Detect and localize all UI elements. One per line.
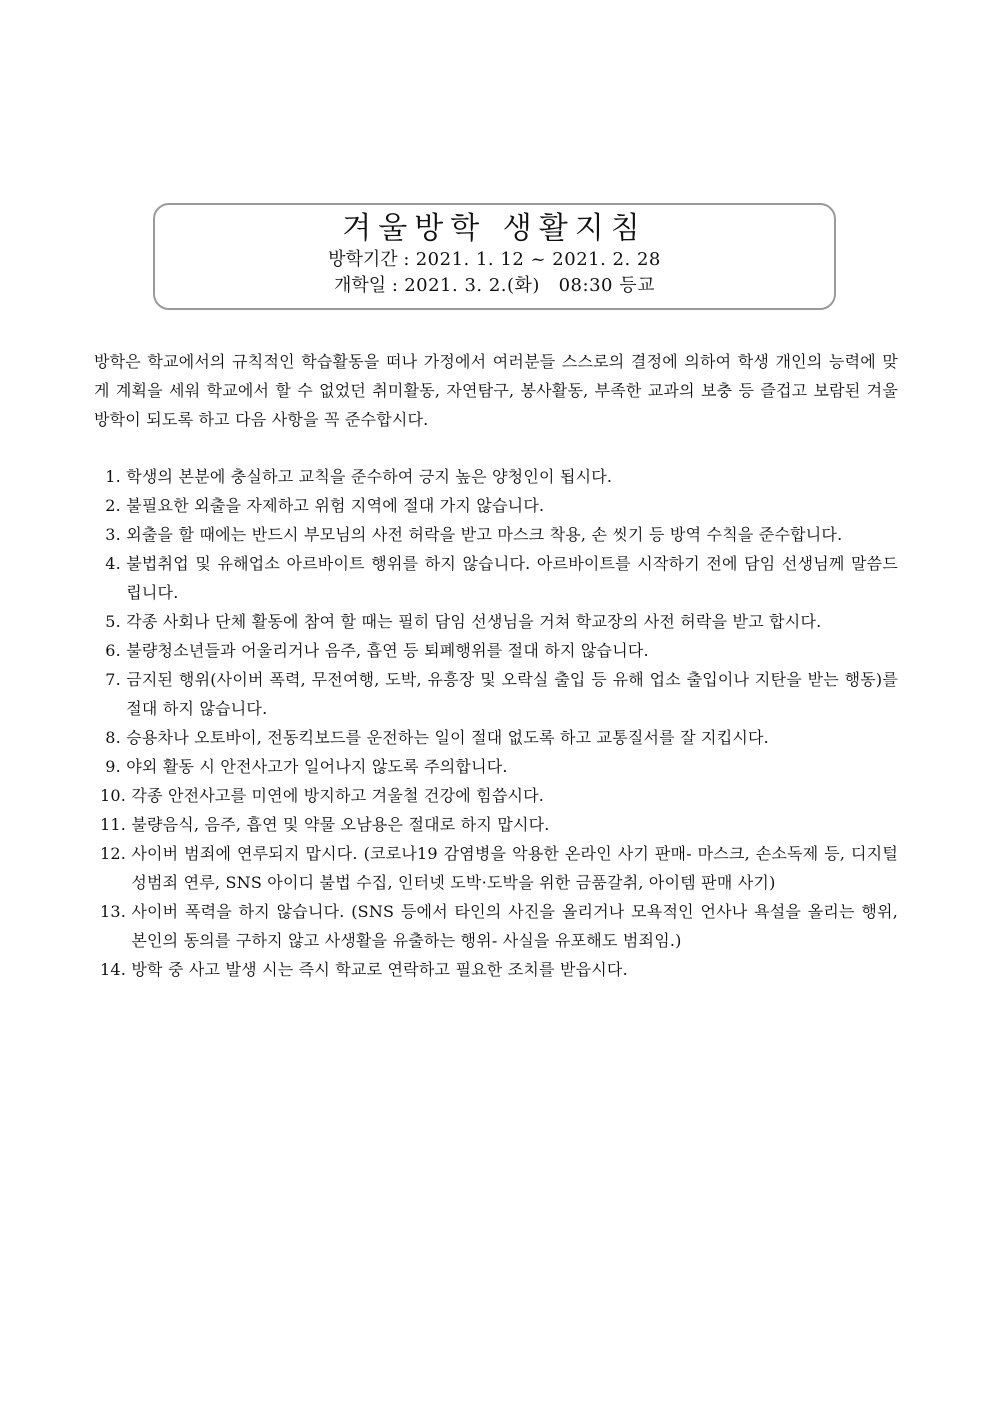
rule-item	[100, 636, 898, 665]
rule-text: 각종 안전사고를 미연에 방지하고 겨울철 건강에 힘씁시다.	[131, 786, 545, 805]
rule-item	[100, 491, 898, 520]
rule-number: 2.	[100, 496, 121, 515]
opening-day-label: 개학일 :	[334, 275, 398, 296]
rule-number: 8.	[100, 728, 121, 747]
rule-item	[100, 752, 898, 781]
rules-list	[100, 462, 898, 984]
vacation-period-value: 2021. 1. 12 ~ 2021. 2. 28	[415, 249, 661, 270]
rule-item	[100, 781, 898, 810]
rule-number: 3.	[100, 525, 121, 544]
rule-item	[100, 607, 898, 636]
rule-text: 야외 활동 시 안전사고가 일어나지 않도록 주의합니다.	[126, 757, 508, 776]
rule-number: 7.	[100, 670, 121, 689]
opening-day-value: 2021. 3. 2.(화) 08:30 등교	[404, 275, 655, 296]
rule-item	[100, 723, 898, 752]
rule-number: 5.	[100, 612, 121, 631]
rule-item	[100, 665, 898, 723]
rule-text: 불량음식, 음주, 흡연 및 약물 오남용은 절대로 하지 맙시다.	[131, 815, 550, 834]
rule-number: 9.	[100, 757, 121, 776]
rule-item	[100, 839, 898, 897]
rule-text: 승용차나 오토바이, 전동킥보드를 운전하는 일이 절대 없도록 하고 교통질서를 잘 지킵시다.	[126, 728, 769, 747]
rule-item	[100, 955, 898, 984]
rule-text: 불량청소년들과 어울리거나 음주, 흡연 등 퇴폐행위를 절대 하지 않습니다.	[126, 641, 649, 660]
rule-number: 4.	[100, 554, 121, 573]
rule-number: 11.	[100, 815, 127, 834]
rule-text: 각종 사회나 단체 활동에 참여 할 때는 필히 담임 선생님을 거쳐 학교장의 사전 허락을 받고 합시다.	[126, 612, 822, 631]
intro-paragraph: 방학은 학교에서의 규칙적인 학습활동을 떠나 가정에서 여러분들 스스로의 결정에 의하여 학생 개인의 능력에 맞게 계획을 세워 학교에서 할 수 없었던 취미활동, 자연탐구, 봉사활동, 부족한 교과의 보충 등 즐겁고 보람된 겨울방학이 되도록 하고 다음 사항을 꼭 준수합시다.	[94, 352, 898, 429]
rule-number: 14.	[100, 960, 127, 979]
rule-item	[100, 462, 898, 491]
vacation-period	[155, 247, 834, 273]
rule-text: 외출을 할 때에는 반드시 부모님의 사전 허락을 받고 마스크 착용, 손 씻기 등 방역 수칙을 준수합니다.	[126, 525, 843, 544]
rule-text: 사이버 폭력을 하지 않습니다. (SNS 등에서 타인의 사진을 올리거나 모욕적인 언사나 욕설을 올리는 행위, 본인의 동의를 구하지 않고 사생활을 유출하는 행위- 사실을 유포해도 범죄임.)	[131, 902, 898, 950]
rule-number: 13.	[100, 902, 127, 921]
rule-number: 10.	[100, 786, 127, 805]
rule-text: 금지된 행위(사이버 폭력, 무전여행, 도박, 유흥장 및 오락실 출입 등 유해 업소 출입이나 지탄을 받는 행동)를 절대 하지 않습니다.	[126, 670, 898, 718]
title-box	[153, 203, 836, 310]
rule-item	[100, 549, 898, 607]
vacation-period-label: 방학기간 :	[328, 249, 410, 270]
rule-text: 학생의 본분에 충실하고 교칙을 준수하여 긍지 높은 양청인이 됩시다.	[126, 467, 613, 486]
opening-day	[155, 273, 834, 299]
document-title: 겨울방학 생활지침	[342, 211, 647, 246]
rule-text: 불법취업 및 유해업소 아르바이트 행위를 하지 않습니다. 아르바이트를 시작하기 전에 담임 선생님께 말씀드립니다.	[126, 554, 898, 602]
rule-text: 불필요한 외출을 자제하고 위험 지역에 절대 가지 않습니다.	[126, 496, 545, 515]
rule-item	[100, 897, 898, 955]
rule-item	[100, 810, 898, 839]
rule-number: 6.	[100, 641, 121, 660]
rule-item	[100, 520, 898, 549]
rule-text: 사이버 범죄에 연루되지 맙시다. (코로나19 감염병을 악용한 온라인 사기 판매- 마스크, 손소독제 등, 디지털 성범죄 연루, SNS 아이디 불법 수집, 인터넷 도박·도박을 위한 금품갈취, 아이템 판매 사기)	[131, 844, 898, 892]
rule-text: 방학 중 사고 발생 시는 즉시 학교로 연락하고 필요한 조치를 받읍시다.	[131, 960, 628, 979]
rule-number: 1.	[100, 467, 121, 486]
rule-number: 12.	[100, 844, 127, 863]
